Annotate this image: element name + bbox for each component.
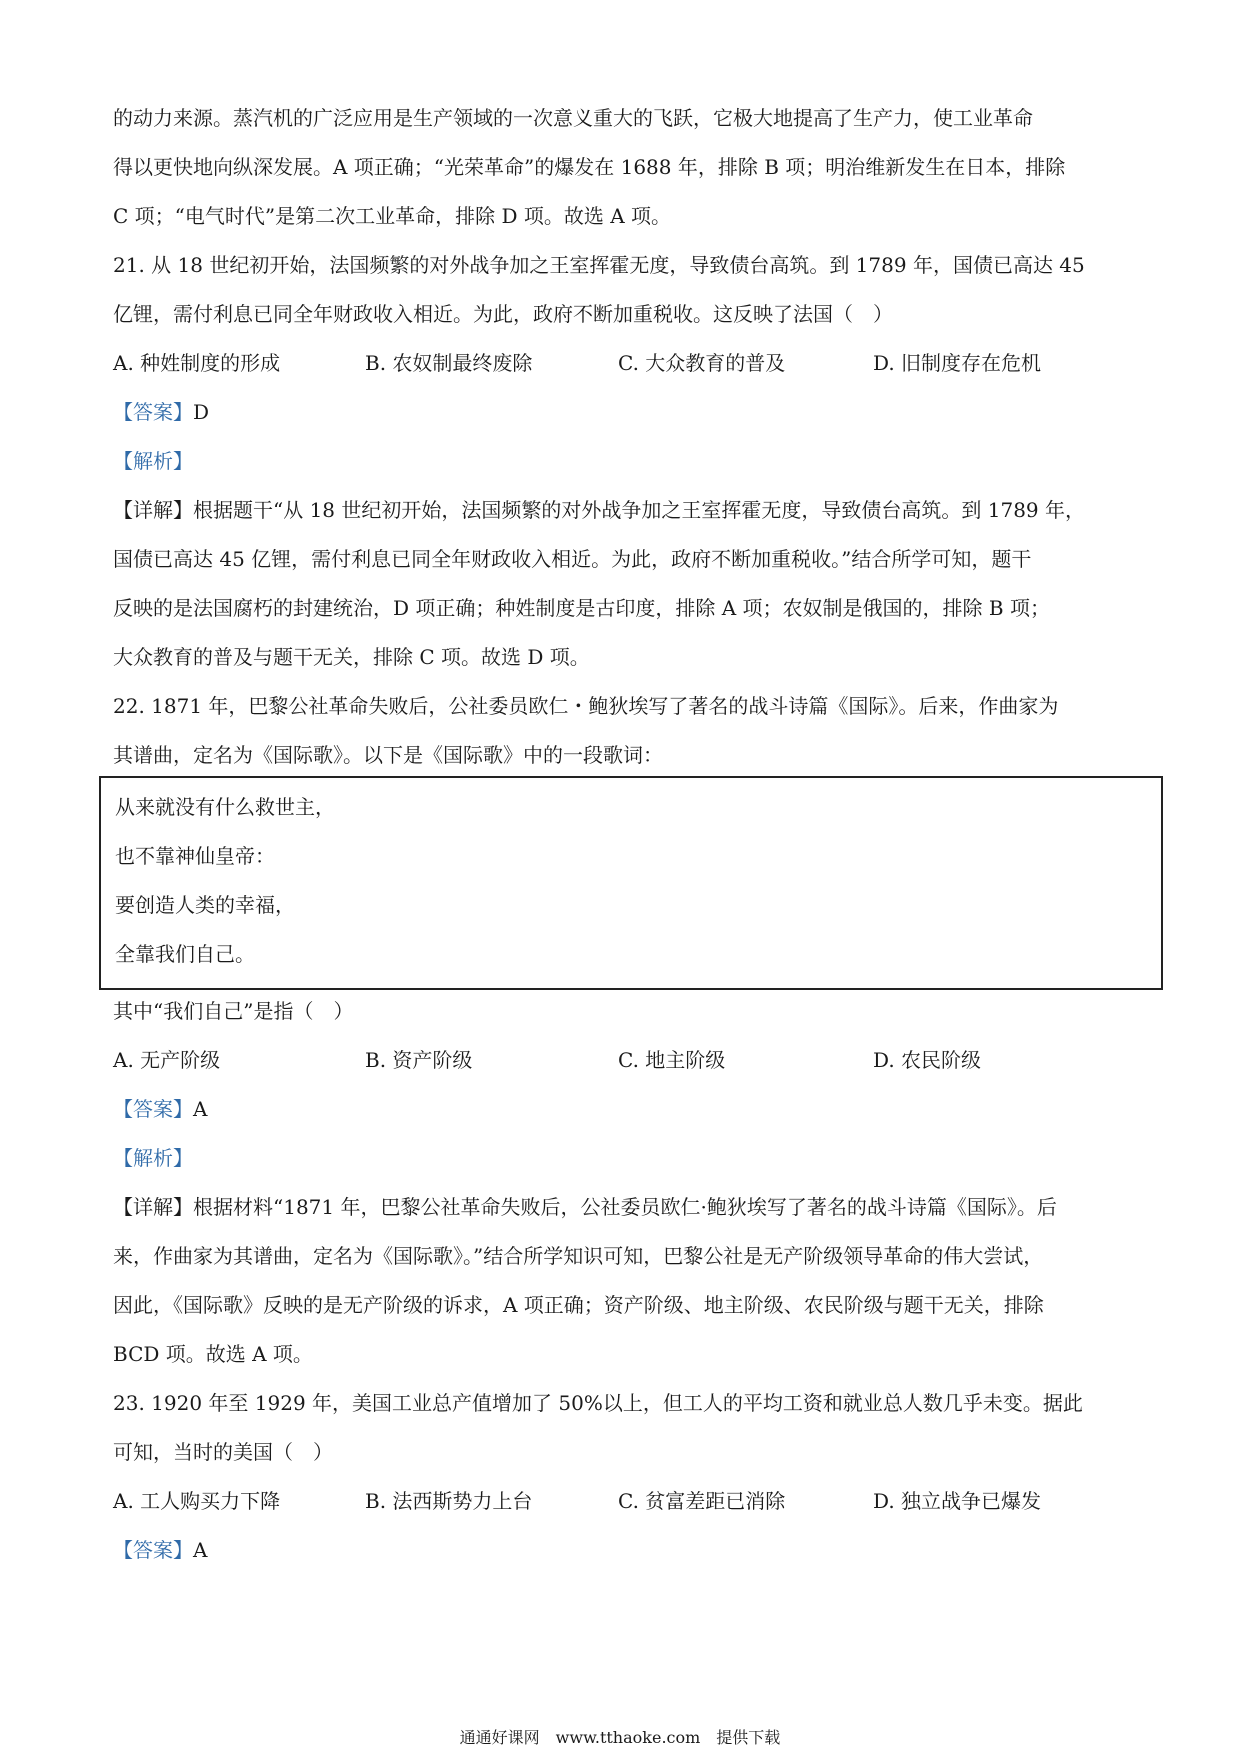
q21-stem-line-2: 亿锂，需付利息已同全年财政收入相近。为此，政府不断加重税收。这反映了法国（ ） — [113, 302, 893, 326]
q21-answer — [113, 398, 1133, 426]
q22-stem-line-1: 22. 1871 年，巴黎公社革命失败后，公社委员欧仁・鲍狄埃写了著名的战斗诗篇《国际》。后来，作曲家为 — [113, 694, 1059, 718]
q23-option-d: D. 独立战争已爆发 — [873, 1489, 1042, 1513]
q21-option-d: D. 旧制度存在危机 — [873, 351, 1042, 375]
prev-explanation-line-3: C 项；“电气时代”是第二次工业革命，排除 D 项。故选 A 项。 — [113, 204, 672, 228]
q23-stem-line-2: 可知，当时的美国（ ） — [113, 1440, 333, 1464]
q21-detail-line-4: 大众教育的普及与题干无关，排除 C 项。故选 D 项。 — [113, 645, 590, 669]
q21-option-c: C. 大众教育的普及 — [618, 351, 786, 375]
q22-option-c: C. 地主阶级 — [618, 1048, 726, 1072]
q23-answer — [113, 1536, 1133, 1564]
lyric-line-4: 全靠我们自己。 — [115, 942, 255, 966]
prev-explanation-line-1: 的动力来源。蒸汽机的广泛应用是生产领域的一次意义重大的飞跃，它极大地提高了生产力，使工业革命 — [113, 106, 1033, 130]
analysis-tag: 【解析】 — [113, 449, 193, 473]
detail-text: 根据材料“1871 年，巴黎公社革命失败后，公社委员欧仁·鲍狄埃写了著名的战斗诗篇《国际》。后 — [193, 1195, 1057, 1219]
q22-detail-line-3: 因此，《国际歌》反映的是无产阶级的诉求，A 项正确；资产阶级、地主阶级、农民阶级与题干无关，排除 — [113, 1293, 1044, 1317]
q22-analysis-heading — [113, 1144, 1133, 1172]
q22-options — [113, 1046, 1133, 1074]
q21-option-b: B. 农奴制最终废除 — [365, 351, 533, 375]
q23-options — [113, 1487, 1133, 1515]
q23-option-a: A. 工人购买力下降 — [113, 1489, 281, 1513]
answer-value: D — [193, 400, 210, 424]
lyrics-box — [99, 776, 1163, 990]
q22-stem-line-2: 其谱曲，定名为《国际歌》。以下是《国际歌》中的一段歌词： — [113, 743, 663, 767]
q22-option-a: A. 无产阶级 — [113, 1048, 221, 1072]
q21-detail-line-2: 国债已高达 45 亿锂，需付利息已同全年财政收入相近。为此，政府不断加重税收。”结合所学可知，题干 — [113, 547, 1032, 571]
answer-tag: 【答案】 — [113, 400, 193, 424]
q23-option-c: C. 贫富差距已消除 — [618, 1489, 786, 1513]
q21-options — [113, 349, 1133, 377]
q22-option-b: B. 资产阶级 — [365, 1048, 473, 1072]
detail-text: 根据题干“从 18 世纪初开始，法国频繁的对外战争加之王室挥霍无度，导致债台高筑。到 1789 年， — [193, 498, 1086, 522]
lyric-line-2: 也不靠神仙皇帝： — [115, 844, 275, 868]
prev-explanation-line-2: 得以更快地向纵深发展。A 项正确；“光荣革命”的爆发在 1688 年，排除 B 项；明治维新发生在日本，排除 — [113, 155, 1066, 179]
q23-option-b: B. 法西斯势力上台 — [365, 1489, 533, 1513]
lyric-line-1: 从来就没有什么救世主， — [115, 795, 335, 819]
analysis-tag: 【解析】 — [113, 1146, 193, 1170]
q22-question: 其中“我们自己”是指（ ） — [113, 999, 354, 1023]
q22-option-d: D. 农民阶级 — [873, 1048, 982, 1072]
answer-tag: 【答案】 — [113, 1538, 193, 1562]
answer-value: A — [193, 1097, 208, 1121]
q22-detail-line-1 — [113, 1193, 1133, 1221]
q21-detail-line-3: 反映的是法国腐朽的封建统治，D 项正确；种姓制度是古印度，排除 A 项；农奴制是俄国的，排除 B 项； — [113, 596, 1050, 620]
page-footer: 通通好课网 www.tthaoke.com 提供下载 — [459, 1728, 781, 1747]
q22-detail-line-4: BCD 项。故选 A 项。 — [113, 1342, 313, 1366]
detail-tag: 【详解】 — [113, 1195, 193, 1219]
q22-answer — [113, 1095, 1133, 1123]
q22-detail-line-2: 来，作曲家为其谱曲，定名为《国际歌》。”结合所学知识可知，巴黎公社是无产阶级领导革命的伟大尝试， — [113, 1244, 1044, 1268]
q21-option-a: A. 种姓制度的形成 — [113, 351, 281, 375]
lyric-line-3: 要创造人类的幸福， — [115, 893, 295, 917]
q21-stem-line-1: 21. 从 18 世纪初开始，法国频繁的对外战争加之王室挥霍无度，导致债台高筑。到 1789 年，国债已高达 45 — [113, 253, 1085, 277]
detail-tag: 【详解】 — [113, 498, 193, 522]
answer-value: A — [193, 1538, 208, 1562]
q21-detail-line-1 — [113, 496, 1133, 524]
q21-analysis-heading — [113, 447, 1133, 475]
answer-tag: 【答案】 — [113, 1097, 193, 1121]
q23-stem-line-1: 23. 1920 年至 1929 年，美国工业总产值增加了 50%以上，但工人的平均工资和就业总人数几乎未变。据此 — [113, 1391, 1083, 1415]
